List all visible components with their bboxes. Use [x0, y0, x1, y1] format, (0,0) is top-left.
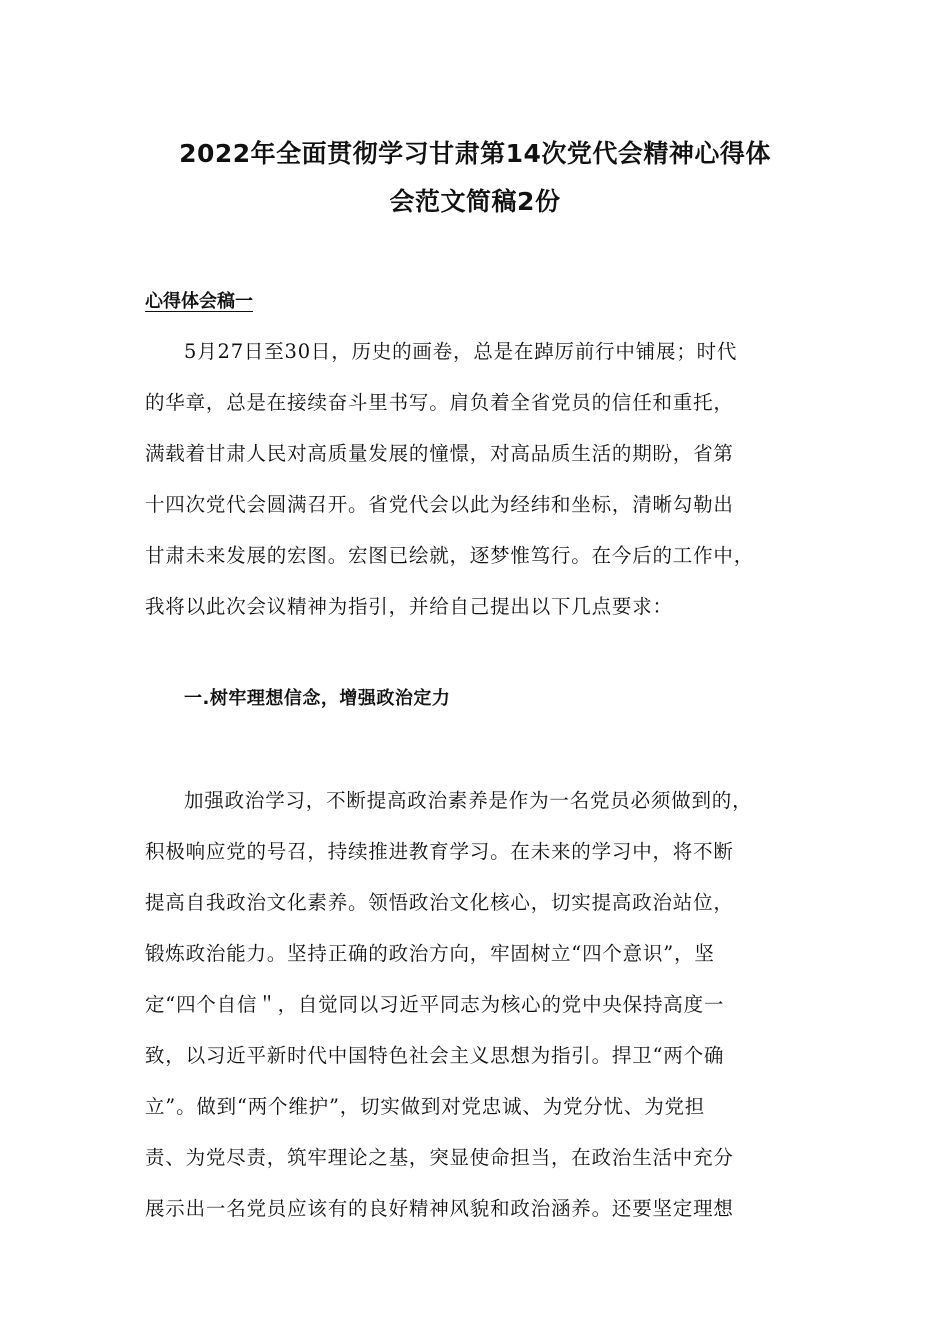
paragraph-line: 我将以此次会议精神为指引，并给自己提出以下几点要求： [145, 595, 673, 618]
paragraph-line: 加强政治学习，不断提高政治素养是作为一名党员必须做到的， [184, 789, 753, 812]
paragraph-1 [145, 326, 835, 632]
paragraph-line: 定“四个自信＂，自觉同以习近平同志为核心的党中央保持高度一 [145, 993, 725, 1016]
paragraph-line: 展示出一名党员应该有的良好精神风貌和政治涵养。还要坚定理想 [145, 1197, 734, 1220]
document-title-line-1: 2022年全面贯彻学习甘肃第14次党代会精神心得体 [179, 139, 771, 168]
document-title-line-2: 会范文简稿2份 [389, 187, 561, 216]
section-label: 心得体会稿一 [145, 291, 253, 312]
paragraph-line: 满载着甘肃人民对高质量发展的憧憬，对高品质生活的期盼，省第 [145, 442, 734, 465]
paragraph-line: 责、为党尽责，筑牢理论之基，突显使命担当，在政治生活中充分 [145, 1146, 734, 1169]
paragraph-line: 提高自我政治文化素养。领悟政治文化核心，切实提高政治站位， [145, 891, 734, 914]
paragraph-2 [145, 775, 835, 1234]
paragraph-line: 锻炼政治能力。坚持正确的政治方向，牢固树立“四个意识”，坚 [145, 942, 715, 965]
paragraph-line: 甘肃未来发展的宏图。宏图已绘就，逐梦惟笃行。在今后的工作中， [145, 544, 755, 567]
paragraph-line: 的华章，总是在接续奋斗里书写。肩负着全省党员的信任和重托， [145, 391, 734, 414]
paragraph-line: 积极响应党的号召，持续推进教育学习。在未来的学习中，将不断 [145, 840, 734, 863]
paragraph-line: 5月27日至30日，历史的画卷，总是在踔厉前行中铺展；时代 [184, 340, 738, 363]
section-heading-1: 一.树牢理想信念，增强政治定力 [184, 688, 451, 709]
paragraph-line: 致，以习近平新时代中国特色社会主义思想为指引。捍卫“两个确 [145, 1044, 725, 1067]
paragraph-line: 十四次党代会圆满召开。省党代会以此为经纬和坐标，清晰勾勒出 [145, 493, 734, 516]
paragraph-line: 立”。做到“两个维护”，切实做到对党忠诚、为党分忧、为党担 [145, 1095, 706, 1118]
